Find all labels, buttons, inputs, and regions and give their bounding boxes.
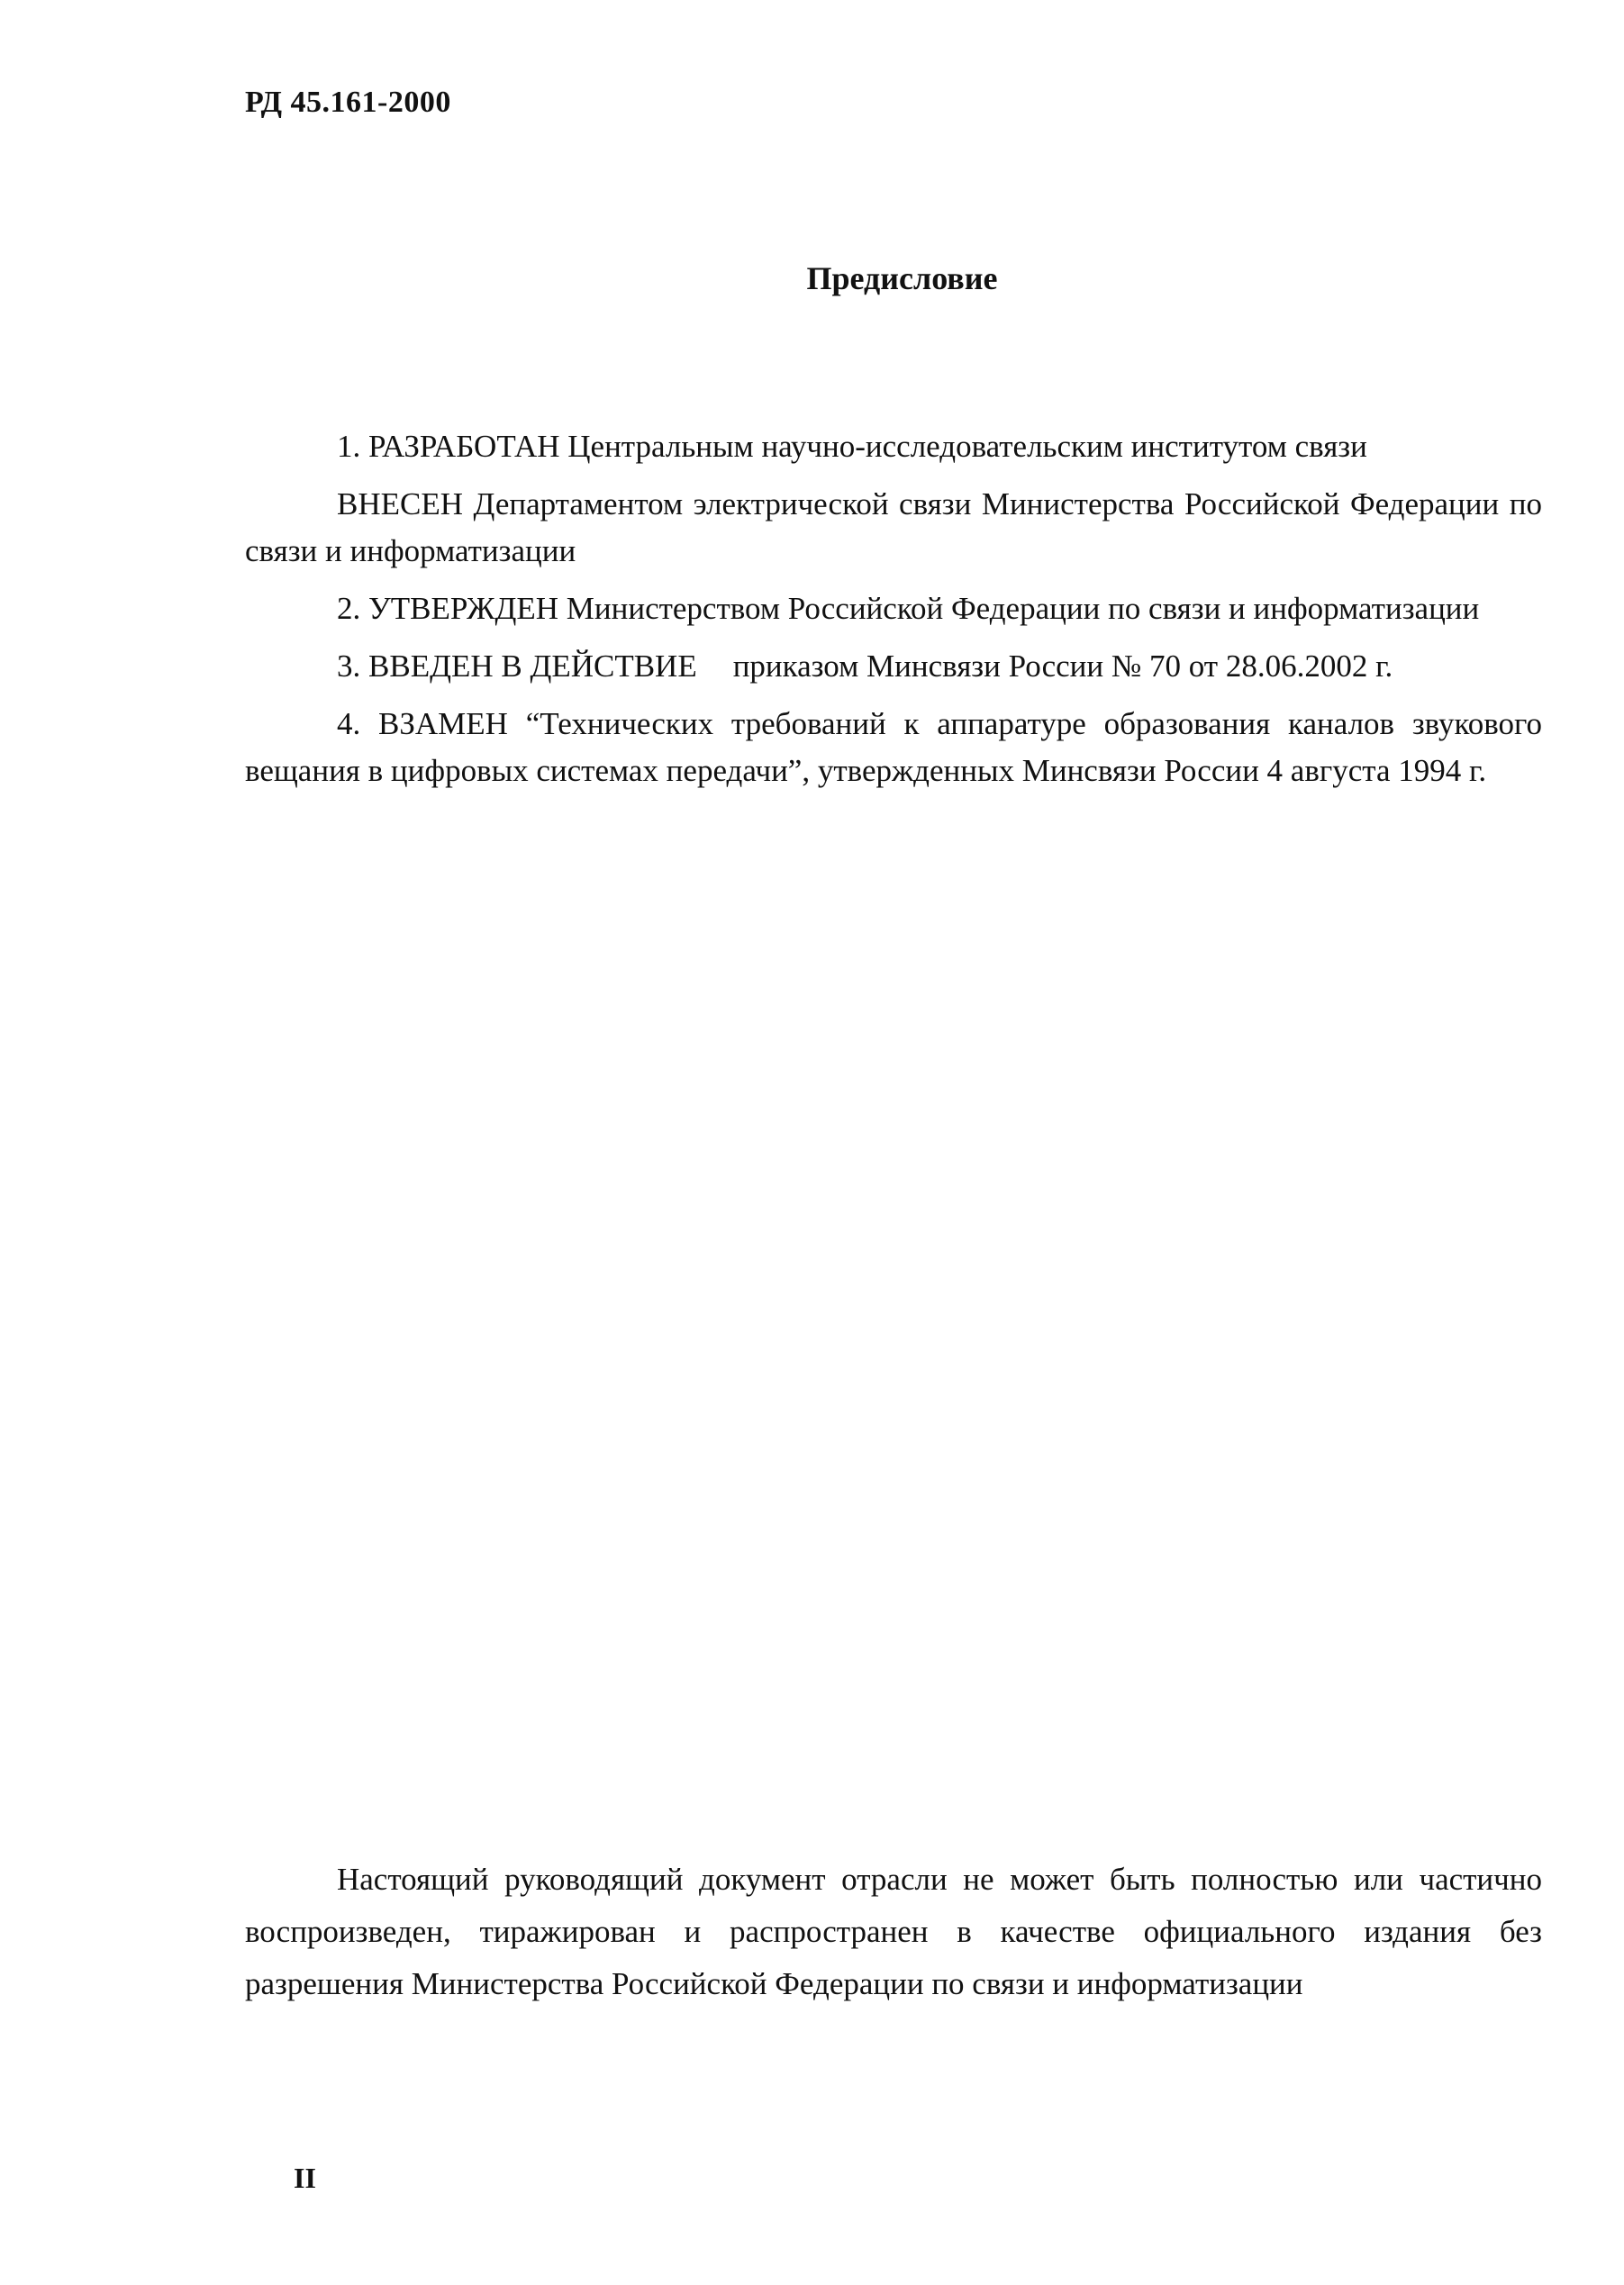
document-code: РД 45.161-2000 bbox=[245, 86, 451, 119]
preface-item-3-order: приказом Минсвязи России № 70 от 28.06.2002 г. bbox=[732, 648, 1393, 684]
preface-item-3 bbox=[245, 643, 1542, 690]
preface-section bbox=[245, 423, 1542, 805]
page-number: II bbox=[294, 2162, 316, 2194]
page-title: Предисловие bbox=[806, 260, 998, 296]
reproduction-notice bbox=[245, 1854, 1542, 2021]
preface-item-3-label: 3. ВВЕДЕН В ДЕЙСТВИЕ bbox=[337, 648, 697, 684]
notice-text: Настоящий руководящий документ отрасли не может быть полностью или частично воспроизведен, тиражирован и распространен в качестве официального издания без разрешения Министерства Российской Федерации по связи и информатизации bbox=[245, 1862, 1542, 2001]
preface-item-1: 1. РАЗРАБОТАН Центральным научно-исследовательским институтом связи bbox=[337, 429, 1367, 464]
preface-item-2: 2. УТВЕРЖДЕН Министерством Российской Федерации по связи и информатизации bbox=[337, 591, 1480, 626]
preface-item-submitted: ВНЕСЕН Департаментом электрической связи Министерства Российской Федерации по связи и информатизации bbox=[245, 486, 1542, 568]
preface-item-4: 4. ВЗАМЕН “Технических требований к аппаратуре образования каналов звукового вещания в цифровых системах передачи”, утвержденных Минсвязи России 4 августа 1994 г. bbox=[245, 706, 1542, 788]
